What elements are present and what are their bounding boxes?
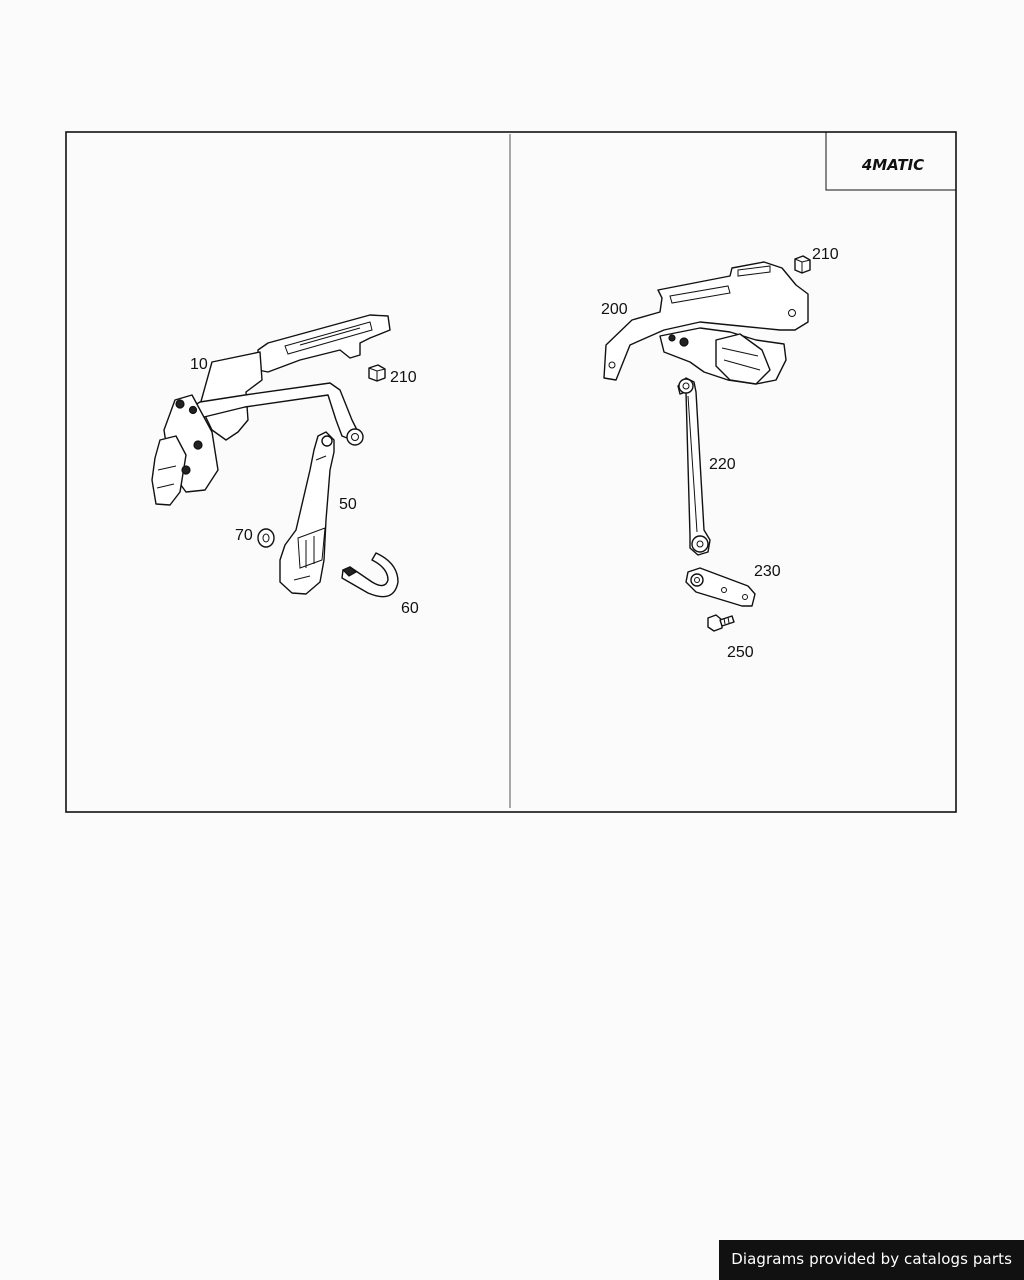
- callout-10: 10: [190, 356, 208, 373]
- callout-210-right: 210: [812, 246, 839, 263]
- callout-50: 50: [339, 496, 357, 513]
- left-panel: [152, 315, 419, 617]
- part-10-level-sensor-assembly[interactable]: [152, 315, 390, 505]
- part-200-sensor-bracket[interactable]: [604, 262, 808, 384]
- part-70-washer[interactable]: [258, 529, 274, 547]
- callout-220: 220: [709, 456, 736, 473]
- part-210-nut-right[interactable]: [795, 256, 810, 273]
- part-60-u-clamp[interactable]: [342, 553, 398, 597]
- callout-200: 200: [601, 301, 628, 318]
- callout-60: 60: [401, 600, 419, 617]
- right-panel: [601, 246, 839, 661]
- part-230-plate[interactable]: [686, 568, 755, 606]
- footer-credit: Diagrams provided by catalogs parts: [719, 1240, 1024, 1280]
- callout-250: 250: [727, 644, 754, 661]
- part-210-nut-left[interactable]: [369, 365, 385, 381]
- callout-70: 70: [235, 527, 253, 544]
- callout-230: 230: [754, 563, 781, 580]
- variant-badge-text: 4MATIC: [861, 156, 925, 174]
- part-220-link-rod[interactable]: [678, 378, 710, 555]
- part-50-bracket[interactable]: [280, 432, 334, 594]
- variant-badge: [826, 132, 956, 190]
- callout-210-left: 210: [390, 369, 417, 386]
- part-250-bolt[interactable]: [708, 615, 734, 631]
